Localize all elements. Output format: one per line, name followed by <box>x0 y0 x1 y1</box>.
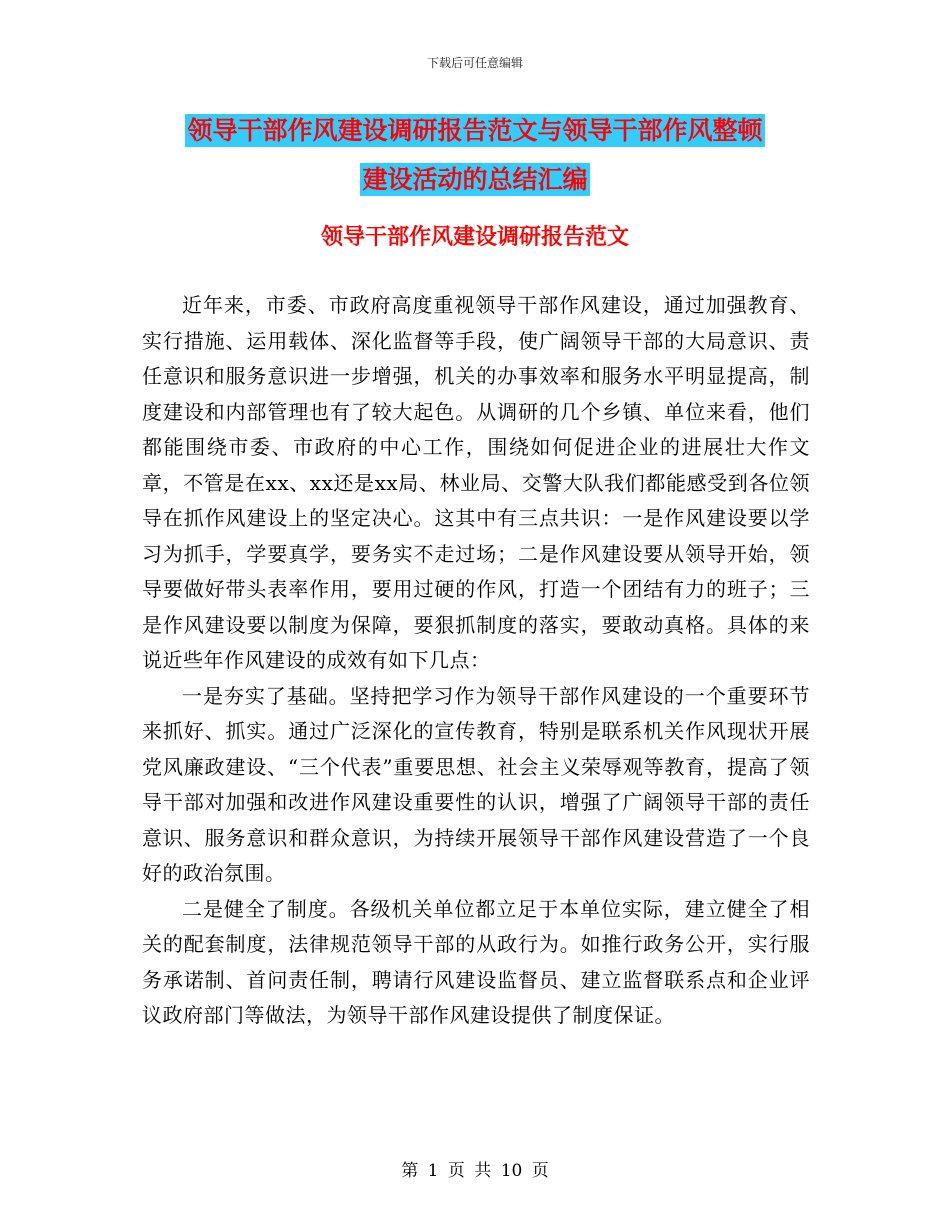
document-title-line-1: 领导干部作风建设调研报告范文与领导干部作风整顿 <box>187 116 763 145</box>
document-title <box>140 106 810 204</box>
body-text <box>142 288 810 1034</box>
header-note: 下载后可任意编辑 <box>426 56 523 70</box>
document-title-line-2: 建设活动的总结汇编 <box>362 165 588 194</box>
paragraph-3: 二是健全了制度。各级机关单位都立足于本单位实际，建立健全了相关的配套制度，法律规范领导干部的从政行为。如推行政务公开，实行服务承诺制、首问责任制，聘请行风建设监督员、建立监督联系点和企业评议政府部门等做法，为领导干部作风建设提供了制度保证。 <box>142 896 810 1027</box>
paragraph-1: 近年来，市委、市政府高度重视领导干部作风建设，通过加强教育、实行措施、运用载体、深化监督等手段，使广阔领导干部的大局意识、责任意识和服务意识进一步增强，机关的办事效率和服务水平明显提高，制度建设和内部管理也有了较大起色。从调研的几个乡镇、单位来看，他们都能围绕市委、市政府的中心工作，围绕如何促进企业的进展壮大作文章，不管是在xx、xx还是xx局、林业局、交警大队我们都能感受到各位领导在抓作风建设上的坚定决心。这其中有三点共识：一是作风建设要以学习为抓手，学要真学，要务实不走过场；二是作风建设要从领导开始，领导要做好带头表率作用，要用过硬的作风，打造一个团结有力的班子；三是作风建设要以制度为保障，要狠抓制度的落实，要敢动真格。具体的来说近些年作风建设的成效有如下几点： <box>142 293 810 672</box>
section-title: 领导干部作风建设调研报告范文 <box>320 224 629 250</box>
page-footer: 第 1 页 共 10 页 <box>401 1161 549 1181</box>
paragraph-2: 一是夯实了基础。坚持把学习作为领导干部作风建设的一个重要环节来抓好、抓实。通过广泛深化的宣传教育，特别是联系机关作风现状开展党风廉政建设、“三个代表”重要思想、社会主义荣辱观等教育，提高了领导干部对加强和改进作风建设重要性的认识，增强了广阔领导干部的责任意识、服务意识和群众意识，为持续开展领导干部作风建设营造了一个良好的政治氛围。 <box>142 683 810 885</box>
